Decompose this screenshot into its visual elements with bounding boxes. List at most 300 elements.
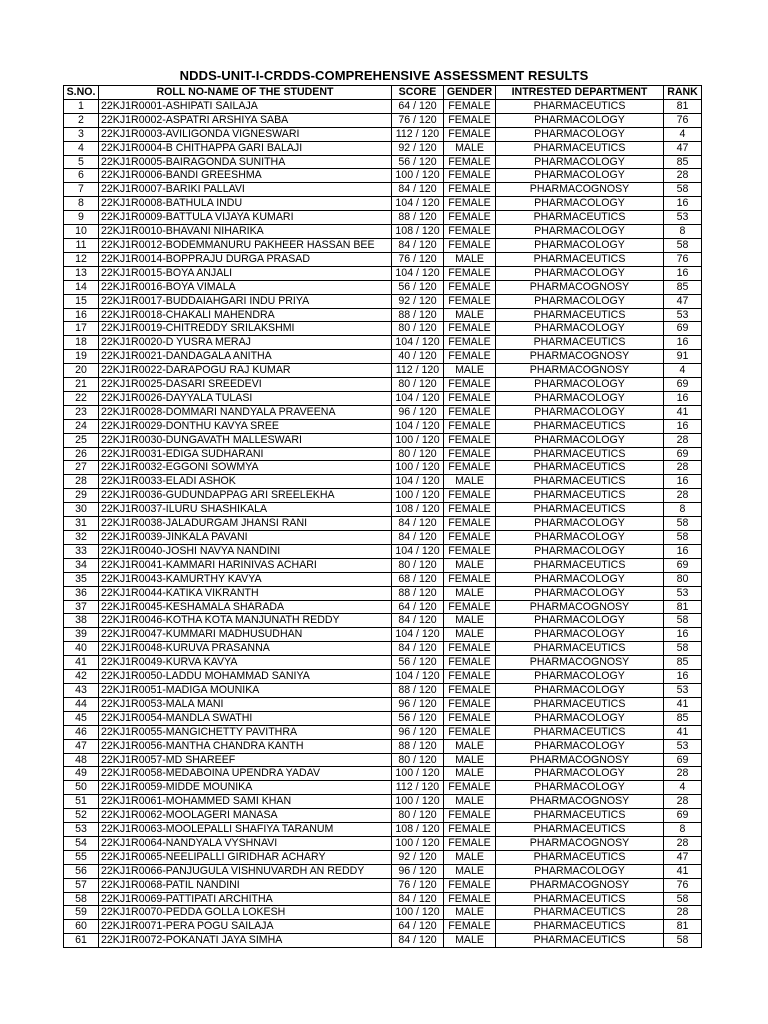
cell-student-name: 22KJ1R0051-MADIGA MOUNIKA (99, 683, 392, 697)
cell-rank: 69 (664, 322, 702, 336)
cell-department: PHARMACOLOGY (496, 378, 664, 392)
cell-student-name: 22KJ1R0039-JINKALA PAVANI (99, 531, 392, 545)
cell-score: 96 / 120 (392, 405, 444, 419)
cell-rank: 28 (664, 433, 702, 447)
cell-score: 64 / 120 (392, 920, 444, 934)
cell-department: PHARMACOGNOSY (496, 600, 664, 614)
cell-department: PHARMACEUTICS (496, 906, 664, 920)
table-row (64, 572, 702, 586)
cell-sno: 24 (64, 419, 99, 433)
cell-student-name: 22KJ1R0065-NEELIPALLI GIRIDHAR ACHARY (99, 850, 392, 864)
cell-sno: 22 (64, 391, 99, 405)
cell-rank: 76 (664, 113, 702, 127)
table-row (64, 169, 702, 183)
table-row (64, 864, 702, 878)
cell-department: PHARMACEUTICS (496, 489, 664, 503)
cell-student-name: 22KJ1R0007-BARIKI PALLAVI (99, 183, 392, 197)
table-row (64, 350, 702, 364)
table-row (64, 656, 702, 670)
table-row (64, 280, 702, 294)
cell-sno: 10 (64, 225, 99, 239)
cell-department: PHARMACOGNOSY (496, 878, 664, 892)
cell-sno: 13 (64, 266, 99, 280)
cell-score: 80 / 120 (392, 558, 444, 572)
cell-gender: MALE (444, 141, 496, 155)
cell-sno: 34 (64, 558, 99, 572)
table-row (64, 183, 702, 197)
cell-sno: 4 (64, 141, 99, 155)
cell-sno: 59 (64, 906, 99, 920)
table-row (64, 809, 702, 823)
cell-department: PHARMACOLOGY (496, 197, 664, 211)
cell-student-name: 22KJ1R0057-MD SHAREEF (99, 753, 392, 767)
cell-sno: 30 (64, 503, 99, 517)
cell-sno: 23 (64, 405, 99, 419)
cell-sno: 42 (64, 670, 99, 684)
table-row (64, 322, 702, 336)
cell-gender: MALE (444, 628, 496, 642)
cell-score: 96 / 120 (392, 864, 444, 878)
table-row (64, 906, 702, 920)
table-row (64, 600, 702, 614)
cell-department: PHARMACOLOGY (496, 322, 664, 336)
cell-score: 108 / 120 (392, 823, 444, 837)
cell-gender: FEMALE (444, 836, 496, 850)
table-row (64, 934, 702, 948)
cell-department: PHARMACOLOGY (496, 670, 664, 684)
cell-rank: 58 (664, 614, 702, 628)
cell-sno: 11 (64, 238, 99, 252)
cell-gender: FEMALE (444, 405, 496, 419)
cell-department: PHARMACEUTICS (496, 336, 664, 350)
cell-sno: 5 (64, 155, 99, 169)
cell-rank: 58 (664, 238, 702, 252)
cell-score: 84 / 120 (392, 517, 444, 531)
cell-student-name: 22KJ1R0068-PATIL NANDINI (99, 878, 392, 892)
cell-score: 64 / 120 (392, 99, 444, 113)
cell-sno: 53 (64, 823, 99, 837)
cell-rank: 16 (664, 544, 702, 558)
cell-rank: 58 (664, 531, 702, 545)
table-row (64, 531, 702, 545)
cell-rank: 76 (664, 878, 702, 892)
page-title: NDDS-UNIT-I-CRDDS-COMPREHENSIVE ASSESSMENT RESULTS (179, 68, 589, 83)
cell-sno: 19 (64, 350, 99, 364)
table-row (64, 892, 702, 906)
cell-score: 76 / 120 (392, 252, 444, 266)
table-row (64, 767, 702, 781)
header-name: ROLL NO-NAME OF THE STUDENT (99, 86, 392, 100)
cell-student-name: 22KJ1R0047-KUMMARI MADHUSUDHAN (99, 628, 392, 642)
cell-sno: 26 (64, 447, 99, 461)
cell-sno: 47 (64, 739, 99, 753)
cell-department: PHARMACOGNOSY (496, 656, 664, 670)
cell-gender: FEMALE (444, 127, 496, 141)
cell-rank: 69 (664, 809, 702, 823)
cell-gender: FEMALE (444, 642, 496, 656)
cell-student-name: 22KJ1R0041-KAMMARI HARINIVAS ACHARI (99, 558, 392, 572)
cell-student-name: 22KJ1R0037-ILURU SHASHIKALA (99, 503, 392, 517)
cell-student-name: 22KJ1R0014-BOPPRAJU DURGA PRASAD (99, 252, 392, 266)
cell-sno: 29 (64, 489, 99, 503)
cell-score: 80 / 120 (392, 447, 444, 461)
cell-gender: MALE (444, 614, 496, 628)
cell-student-name: 22KJ1R0032-EGGONI SOWMYA (99, 461, 392, 475)
cell-rank: 81 (664, 99, 702, 113)
cell-rank: 16 (664, 419, 702, 433)
cell-gender: FEMALE (444, 670, 496, 684)
cell-student-name: 22KJ1R0019-CHITREDDY SRILAKSHMI (99, 322, 392, 336)
cell-student-name: 22KJ1R0028-DOMMARI NANDYALA PRAVEENA (99, 405, 392, 419)
cell-rank: 16 (664, 266, 702, 280)
cell-score: 88 / 120 (392, 586, 444, 600)
cell-sno: 60 (64, 920, 99, 934)
cell-rank: 8 (664, 503, 702, 517)
cell-score: 68 / 120 (392, 572, 444, 586)
table-row (64, 364, 702, 378)
cell-sno: 54 (64, 836, 99, 850)
cell-rank: 85 (664, 711, 702, 725)
table-row (64, 642, 702, 656)
cell-department: PHARMACOLOGY (496, 586, 664, 600)
cell-department: PHARMACEUTICS (496, 920, 664, 934)
cell-gender: FEMALE (444, 725, 496, 739)
cell-department: PHARMACEUTICS (496, 823, 664, 837)
cell-score: 100 / 120 (392, 906, 444, 920)
cell-score: 92 / 120 (392, 294, 444, 308)
cell-score: 80 / 120 (392, 378, 444, 392)
cell-score: 108 / 120 (392, 503, 444, 517)
cell-rank: 53 (664, 739, 702, 753)
cell-gender: FEMALE (444, 99, 496, 113)
cell-department: PHARMACEUTICS (496, 850, 664, 864)
cell-gender: MALE (444, 864, 496, 878)
cell-student-name: 22KJ1R0006-BANDI GREESHMA (99, 169, 392, 183)
cell-gender: MALE (444, 252, 496, 266)
cell-department: PHARMACEUTICS (496, 475, 664, 489)
cell-gender: FEMALE (444, 183, 496, 197)
cell-rank: 41 (664, 697, 702, 711)
cell-rank: 8 (664, 823, 702, 837)
cell-sno: 61 (64, 934, 99, 948)
table-row (64, 266, 702, 280)
cell-gender: FEMALE (444, 169, 496, 183)
cell-rank: 4 (664, 127, 702, 141)
cell-rank: 69 (664, 753, 702, 767)
cell-student-name: 22KJ1R0053-MALA MANI (99, 697, 392, 711)
cell-sno: 50 (64, 781, 99, 795)
cell-score: 76 / 120 (392, 878, 444, 892)
cell-rank: 85 (664, 155, 702, 169)
table-row (64, 586, 702, 600)
cell-rank: 47 (664, 850, 702, 864)
cell-gender: FEMALE (444, 572, 496, 586)
table-row (64, 308, 702, 322)
cell-gender: FEMALE (444, 878, 496, 892)
cell-gender: FEMALE (444, 155, 496, 169)
cell-department: PHARMACOLOGY (496, 225, 664, 239)
cell-department: PHARMACEUTICS (496, 252, 664, 266)
cell-gender: MALE (444, 767, 496, 781)
table-row (64, 447, 702, 461)
cell-student-name: 22KJ1R0055-MANGICHETTY PAVITHRA (99, 725, 392, 739)
cell-department: PHARMACOLOGY (496, 767, 664, 781)
cell-sno: 46 (64, 725, 99, 739)
cell-student-name: 22KJ1R0038-JALADURGAM JHANSI RANI (99, 517, 392, 531)
cell-gender: FEMALE (444, 322, 496, 336)
cell-student-name: 22KJ1R0063-MOOLEPALLI SHAFIYA TARANUM (99, 823, 392, 837)
cell-rank: 58 (664, 183, 702, 197)
cell-score: 56 / 120 (392, 280, 444, 294)
cell-sno: 58 (64, 892, 99, 906)
cell-sno: 2 (64, 113, 99, 127)
cell-sno: 41 (64, 656, 99, 670)
cell-rank: 28 (664, 461, 702, 475)
cell-score: 104 / 120 (392, 419, 444, 433)
cell-gender: FEMALE (444, 711, 496, 725)
cell-rank: 58 (664, 642, 702, 656)
cell-sno: 57 (64, 878, 99, 892)
table-row (64, 836, 702, 850)
table-header (64, 86, 702, 100)
table-row (64, 683, 702, 697)
cell-rank: 53 (664, 586, 702, 600)
cell-gender: FEMALE (444, 544, 496, 558)
cell-score: 112 / 120 (392, 364, 444, 378)
table-row (64, 753, 702, 767)
cell-sno: 3 (64, 127, 99, 141)
cell-sno: 39 (64, 628, 99, 642)
cell-student-name: 22KJ1R0021-DANDAGALA ANITHA (99, 350, 392, 364)
cell-rank: 53 (664, 211, 702, 225)
cell-score: 88 / 120 (392, 211, 444, 225)
cell-student-name: 22KJ1R0044-KATIKA VIKRANTH (99, 586, 392, 600)
table-row (64, 739, 702, 753)
cell-department: PHARMACOLOGY (496, 864, 664, 878)
cell-department: PHARMACOLOGY (496, 711, 664, 725)
cell-student-name: 22KJ1R0018-CHAKALI MAHENDRA (99, 308, 392, 322)
cell-student-name: 22KJ1R0070-PEDDA GOLLA LOKESH (99, 906, 392, 920)
cell-student-name: 22KJ1R0009-BATTULA VIJAYA KUMARI (99, 211, 392, 225)
table-row (64, 197, 702, 211)
cell-score: 84 / 120 (392, 642, 444, 656)
cell-gender: FEMALE (444, 503, 496, 517)
cell-department: PHARMACOLOGY (496, 781, 664, 795)
cell-rank: 69 (664, 447, 702, 461)
table-row (64, 127, 702, 141)
cell-sno: 9 (64, 211, 99, 225)
cell-sno: 33 (64, 544, 99, 558)
cell-department: PHARMACOLOGY (496, 294, 664, 308)
cell-gender: MALE (444, 558, 496, 572)
cell-score: 96 / 120 (392, 725, 444, 739)
table-row (64, 336, 702, 350)
cell-score: 100 / 120 (392, 767, 444, 781)
cell-gender: FEMALE (444, 920, 496, 934)
cell-department: PHARMACEUTICS (496, 447, 664, 461)
cell-student-name: 22KJ1R0031-EDIGA SUDHARANI (99, 447, 392, 461)
table-row (64, 558, 702, 572)
table-row (64, 419, 702, 433)
header-gender: GENDER (444, 86, 496, 100)
cell-sno: 18 (64, 336, 99, 350)
cell-sno: 7 (64, 183, 99, 197)
cell-student-name: 22KJ1R0029-DONTHU KAVYA SREE (99, 419, 392, 433)
cell-rank: 81 (664, 920, 702, 934)
header-row (64, 86, 702, 100)
cell-score: 84 / 120 (392, 892, 444, 906)
cell-student-name: 22KJ1R0054-MANDLA SWATHI (99, 711, 392, 725)
table-row (64, 252, 702, 266)
cell-gender: FEMALE (444, 433, 496, 447)
cell-rank: 8 (664, 225, 702, 239)
cell-gender: FEMALE (444, 336, 496, 350)
cell-sno: 32 (64, 531, 99, 545)
cell-score: 112 / 120 (392, 127, 444, 141)
table-row (64, 405, 702, 419)
cell-sno: 43 (64, 683, 99, 697)
cell-gender: FEMALE (444, 683, 496, 697)
cell-student-name: 22KJ1R0025-DASARI SREEDEVI (99, 378, 392, 392)
cell-sno: 49 (64, 767, 99, 781)
cell-department: PHARMACOLOGY (496, 169, 664, 183)
table-row (64, 489, 702, 503)
cell-gender: MALE (444, 586, 496, 600)
cell-score: 104 / 120 (392, 336, 444, 350)
cell-score: 104 / 120 (392, 544, 444, 558)
cell-score: 92 / 120 (392, 141, 444, 155)
cell-rank: 16 (664, 628, 702, 642)
cell-score: 80 / 120 (392, 809, 444, 823)
cell-sno: 6 (64, 169, 99, 183)
cell-student-name: 22KJ1R0064-NANDYALA VYSHNAVI (99, 836, 392, 850)
cell-score: 40 / 120 (392, 350, 444, 364)
cell-sno: 36 (64, 586, 99, 600)
cell-student-name: 22KJ1R0062-MOOLAGERI MANASA (99, 809, 392, 823)
cell-department: PHARMACEUTICS (496, 211, 664, 225)
cell-rank: 53 (664, 308, 702, 322)
table-row (64, 823, 702, 837)
cell-student-name: 22KJ1R0008-BATHULA INDU (99, 197, 392, 211)
cell-score: 104 / 120 (392, 628, 444, 642)
cell-student-name: 22KJ1R0066-PANJUGULA VISHNUVARDH AN REDDY (99, 864, 392, 878)
cell-sno: 35 (64, 572, 99, 586)
cell-score: 112 / 120 (392, 781, 444, 795)
table-row (64, 628, 702, 642)
cell-department: PHARMACEUTICS (496, 697, 664, 711)
cell-department: PHARMACOLOGY (496, 405, 664, 419)
cell-student-name: 22KJ1R0012-BODEMMANURU PAKHEER HASSAN BEE (99, 238, 392, 252)
table-row (64, 920, 702, 934)
cell-sno: 48 (64, 753, 99, 767)
table-row (64, 544, 702, 558)
cell-gender: MALE (444, 308, 496, 322)
cell-student-name: 22KJ1R0015-BOYA ANJALI (99, 266, 392, 280)
table-row (64, 878, 702, 892)
cell-department: PHARMACOLOGY (496, 739, 664, 753)
cell-score: 88 / 120 (392, 683, 444, 697)
cell-gender: MALE (444, 753, 496, 767)
cell-score: 100 / 120 (392, 795, 444, 809)
cell-rank: 47 (664, 294, 702, 308)
table-row (64, 238, 702, 252)
cell-student-name: 22KJ1R0048-KURUVA PRASANNA (99, 642, 392, 656)
cell-department: PHARMACEUTICS (496, 642, 664, 656)
table-row (64, 503, 702, 517)
cell-student-name: 22KJ1R0030-DUNGAVATH MALLESWARI (99, 433, 392, 447)
cell-department: PHARMACOLOGY (496, 127, 664, 141)
cell-department: PHARMACOLOGY (496, 433, 664, 447)
cell-department: PHARMACEUTICS (496, 461, 664, 475)
cell-score: 100 / 120 (392, 169, 444, 183)
cell-student-name: 22KJ1R0046-KOTHA KOTA MANJUNATH REDDY (99, 614, 392, 628)
cell-gender: FEMALE (444, 266, 496, 280)
table-row (64, 795, 702, 809)
cell-gender: FEMALE (444, 211, 496, 225)
cell-score: 100 / 120 (392, 461, 444, 475)
cell-rank: 16 (664, 391, 702, 405)
header-rank: RANK (664, 86, 702, 100)
table-row (64, 461, 702, 475)
cell-sno: 56 (64, 864, 99, 878)
cell-rank: 28 (664, 767, 702, 781)
table-row (64, 155, 702, 169)
cell-department: PHARMACOGNOSY (496, 753, 664, 767)
cell-gender: FEMALE (444, 531, 496, 545)
cell-gender: MALE (444, 364, 496, 378)
table-row (64, 697, 702, 711)
cell-sno: 31 (64, 517, 99, 531)
cell-rank: 28 (664, 795, 702, 809)
cell-sno: 28 (64, 475, 99, 489)
cell-rank: 80 (664, 572, 702, 586)
cell-student-name: 22KJ1R0045-KESHAMALA SHARADA (99, 600, 392, 614)
cell-rank: 58 (664, 517, 702, 531)
cell-gender: FEMALE (444, 823, 496, 837)
cell-score: 80 / 120 (392, 753, 444, 767)
cell-score: 56 / 120 (392, 711, 444, 725)
cell-department: PHARMACOGNOSY (496, 795, 664, 809)
cell-gender: FEMALE (444, 350, 496, 364)
cell-gender: FEMALE (444, 113, 496, 127)
cell-gender: FEMALE (444, 197, 496, 211)
table-row (64, 211, 702, 225)
cell-gender: FEMALE (444, 391, 496, 405)
cell-score: 76 / 120 (392, 113, 444, 127)
cell-score: 56 / 120 (392, 155, 444, 169)
cell-score: 80 / 120 (392, 322, 444, 336)
cell-student-name: 22KJ1R0001-ASHIPATI SAILAJA (99, 99, 392, 113)
cell-department: PHARMACOLOGY (496, 238, 664, 252)
cell-student-name: 22KJ1R0050-LADDU MOHAMMAD SANIYA (99, 670, 392, 684)
cell-score: 88 / 120 (392, 739, 444, 753)
cell-score: 88 / 120 (392, 308, 444, 322)
cell-sno: 52 (64, 809, 99, 823)
cell-score: 100 / 120 (392, 433, 444, 447)
cell-department: PHARMACOGNOSY (496, 183, 664, 197)
cell-score: 104 / 120 (392, 670, 444, 684)
cell-student-name: 22KJ1R0017-BUDDAIAHGARI INDU PRIYA (99, 294, 392, 308)
cell-rank: 53 (664, 683, 702, 697)
cell-student-name: 22KJ1R0004-B CHITHAPPA GARI BALAJI (99, 141, 392, 155)
cell-rank: 28 (664, 836, 702, 850)
cell-score: 84 / 120 (392, 183, 444, 197)
cell-student-name: 22KJ1R0049-KURVA KAVYA (99, 656, 392, 670)
results-table (63, 85, 702, 948)
cell-score: 100 / 120 (392, 489, 444, 503)
cell-score: 104 / 120 (392, 197, 444, 211)
cell-department: PHARMACOLOGY (496, 683, 664, 697)
